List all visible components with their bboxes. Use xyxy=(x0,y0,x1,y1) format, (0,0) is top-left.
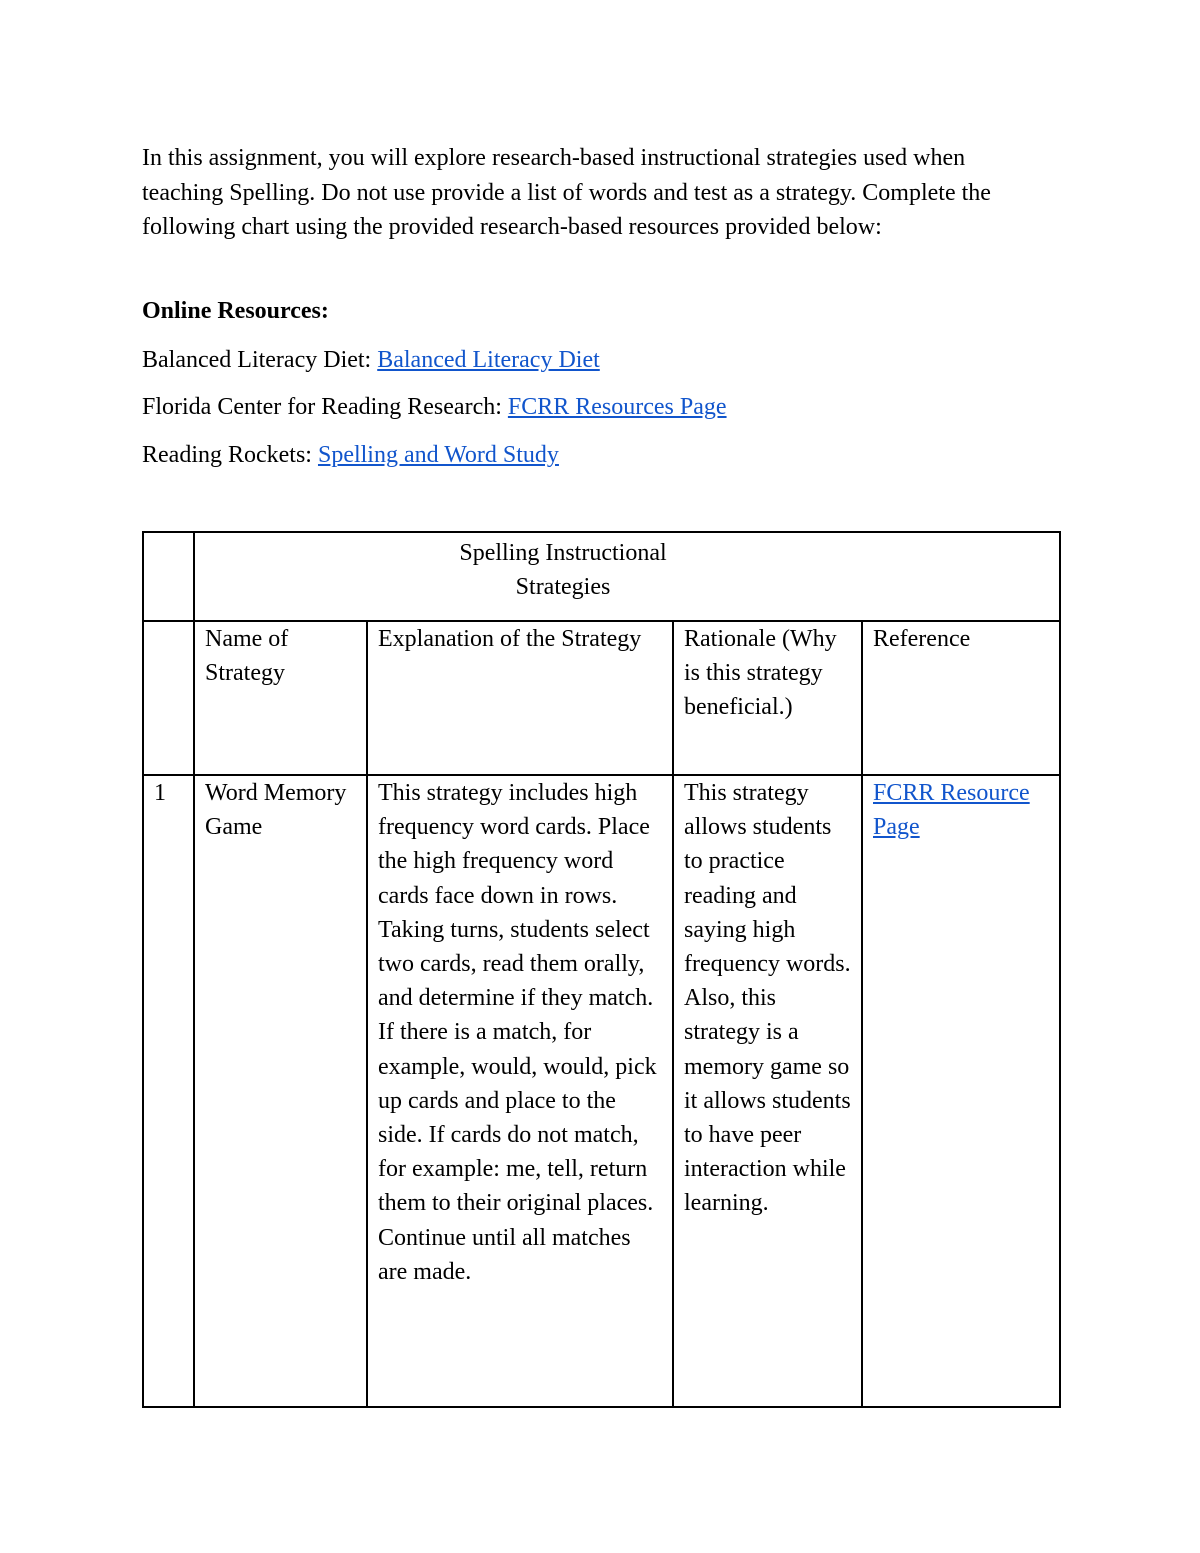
resource-item-reading-rockets xyxy=(142,438,559,472)
resource-label: Florida Center for Reading Research: xyxy=(142,394,508,420)
strategy-name: Word Memory Game xyxy=(194,775,367,1407)
table-title-cell xyxy=(194,532,1060,621)
resource-label: Balanced Literacy Diet: xyxy=(142,347,378,373)
spelling-word-study-link[interactable]: Spelling and Word Study xyxy=(317,442,559,468)
strategy-reference-cell xyxy=(862,775,1060,1407)
empty-cell xyxy=(143,532,194,621)
row-number: 1 xyxy=(143,775,194,1407)
strategy-rationale: This strategy allows students to practice reading and saying high frequency words. Also, this strategy is a memory game so it allows students to have peer interaction while learning. xyxy=(673,775,862,1407)
header-reference: Reference xyxy=(862,621,1060,775)
strategy-explanation: This strategy includes high frequency word cards. Place the high frequency word cards face down in rows. Taking turns, students select two cards, read them orally, and determine if they match. If there is a match, for example, would, would, pick up cards and place to the side. If cards do not match, for example: me, tell, return them to their original places. Continue until all matches are made. xyxy=(367,775,673,1407)
strategies-table xyxy=(142,531,1061,1408)
online-resources-heading: Online Resources: xyxy=(142,298,329,324)
header-rationale: Rationale (Why is this strategy beneficial.) xyxy=(673,621,862,775)
table-header-row xyxy=(143,621,1060,775)
resource-label: Reading Rockets: xyxy=(142,442,318,468)
table-title-row xyxy=(143,532,1060,621)
fcrr-resources-page-link[interactable]: FCRR Resources Page xyxy=(507,394,727,420)
balanced-literacy-diet-link[interactable]: Balanced Literacy Diet xyxy=(377,347,600,373)
header-explanation: Explanation of the Strategy xyxy=(367,621,673,775)
resource-item-balanced-literacy xyxy=(142,343,600,377)
resource-item-fcrr xyxy=(142,390,727,424)
table-row xyxy=(143,775,1060,1407)
fcrr-resource-page-link[interactable]: FCRR Resource Page xyxy=(873,780,1030,841)
intro-paragraph: In this assignment, you will explore research-based instructional strategies used when teaching Spelling. Do not use provide a list of words and test as a strategy. Complete the following chart using the provided research-based resources provided below: xyxy=(142,145,991,240)
header-name-of-strategy: Name of Strategy xyxy=(194,621,367,775)
table-title: Spelling Instructional Strategies xyxy=(459,540,667,601)
empty-cell xyxy=(143,621,194,775)
